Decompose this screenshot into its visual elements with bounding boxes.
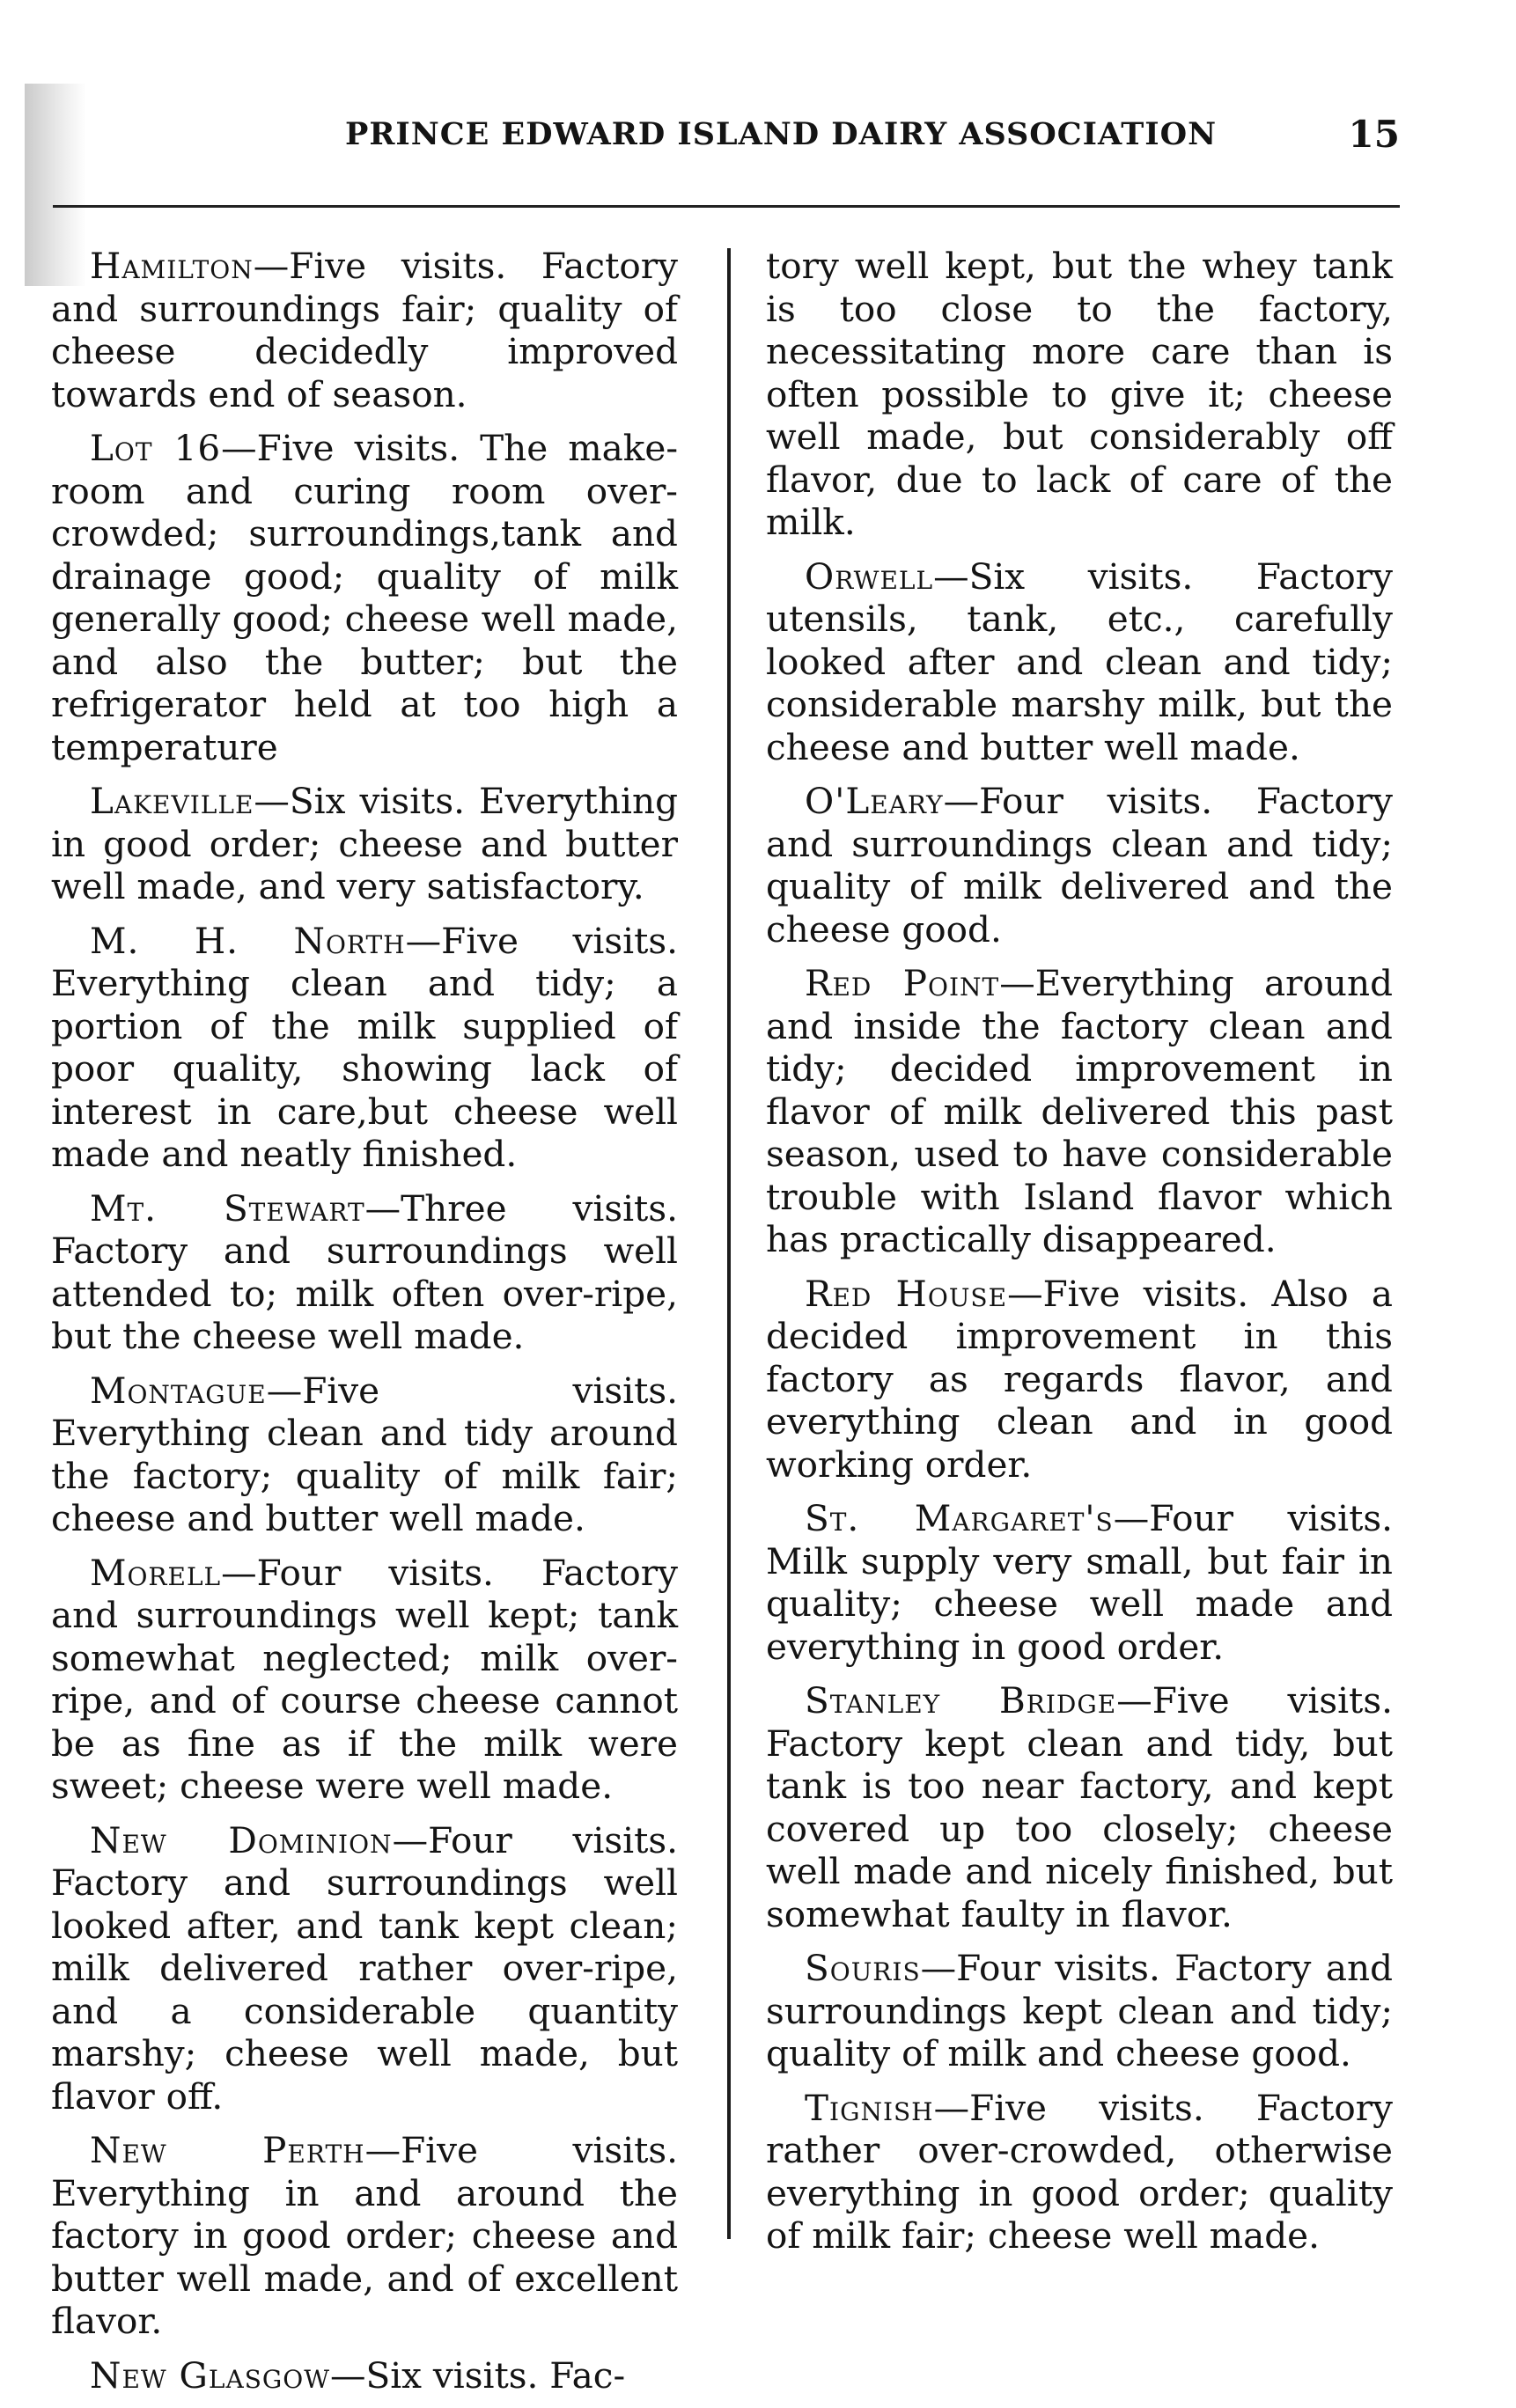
factory-name: Lakeville [90, 780, 254, 822]
factory-report [51, 780, 678, 908]
factory-name: Orwell [805, 554, 934, 598]
factory-name: Hamilton [90, 245, 254, 287]
factory-report [51, 920, 678, 1176]
report-text: —Everything around and inside the factory clean and tidy; decided improvement in flavor of milk delivered this past season, used to have considerable trouble with Island flavor which has practically disappeared. [766, 962, 1393, 1260]
report-text: —Six visits. Everything in good order; cheese and butter well made, and very satisfactory. [51, 780, 678, 907]
report-text: —Four visits. Milk supply very small, but fair in quality; cheese well made and everything in good order. [766, 1497, 1394, 1668]
factory-name: M. H. North [90, 919, 406, 962]
factory-name: O'Leary [805, 780, 944, 822]
factory-name: Morell [90, 1551, 222, 1594]
report-text: —Five visits. Factory kept clean and tidy, but tank is too near factory, and kept covered up too closely; cheese well made and nicely finished, but somewhat faulty in flavor. [766, 1679, 1393, 1935]
factory-report [766, 1273, 1393, 1487]
report-text: —Five visits. Also a decided improvement in this factory as regards flavor, and everything clean and in good working order. [766, 1272, 1394, 1486]
report-text: —Four visits. Factory and surroundings clean and tidy; quality of milk delivered and the cheese good. [766, 780, 1393, 951]
factory-name: Lot 16 [90, 427, 222, 469]
factory-report [766, 962, 1393, 1261]
factory-name: Red Point [805, 962, 1000, 1004]
report-text: —Four visits. Factory and surroundings kept clean and tidy; quality of milk and cheese good. [766, 1947, 1393, 2074]
factory-report [51, 1187, 678, 1358]
report-text: —Six visits. Factory utensils, tank, etc., carefully looked after and clean and tidy; considerable marshy milk, but the cheese and butter well made. [766, 554, 1393, 768]
report-text: —Five visits. The make-room and curing room over-crowded; surroundings,tank and drainage good; quality of milk generally good; cheese well made, and also the butter; but the refrigerator held at too high a temperature [51, 427, 678, 768]
factory-report-continued [766, 245, 1393, 544]
report-text: —Five visits. Factory and surroundings fair; quality of cheese decidedly improved towards end of season. [51, 245, 678, 415]
factory-name: Red House [805, 1272, 1008, 1315]
factory-name: St. Margaret's [805, 1497, 1114, 1539]
report-text: tory well kept, but the whey tank is too close to the factory, necessitating more care than is often possible to give it; cheese well made, but considerably off flavor, due to lack of care of the milk. [766, 245, 1393, 543]
factory-report [51, 1819, 678, 2118]
factory-name: Montague [90, 1369, 267, 1412]
report-text: —Three visits. Factory and surroundings well attended to; milk often over-ripe, but the cheese well made. [51, 1186, 678, 1357]
factory-report [766, 555, 1393, 769]
report-text: —Five visits. Factory rather over-crowded, otherwise everything in good order; quality of milk fair; cheese well made. [766, 2086, 1393, 2257]
header-rule [53, 205, 1400, 208]
factory-report [51, 2129, 678, 2343]
factory-report [766, 1947, 1393, 2075]
report-text: —Five visits. Everything in and around the factory in good order; cheese and butter well made, and of excellent flavor. [51, 2129, 678, 2342]
factory-name: New Perth [90, 2129, 365, 2171]
page-header [53, 107, 1400, 160]
page-number: 15 [1348, 113, 1400, 156]
factory-report [51, 427, 678, 768]
report-text: —Five visits. Everything clean and tidy; a portion of the milk supplied of poor quality, showing lack of interest in care,but cheese well made and neatly finished. [51, 919, 679, 1175]
report-text: —Five visits. Everything clean and tidy around the factory; quality of milk fair; cheese and butter well made. [51, 1369, 678, 1539]
column-divider [727, 248, 731, 2239]
report-text: —Four visits. Factory and surroundings well kept; tank somewhat neglected; milk over-ripe, and of course cheese cannot be as fine as if the milk were sweet; cheese were well made. [51, 1551, 678, 1807]
factory-name: Souris [805, 1947, 921, 1989]
factory-report [51, 245, 678, 415]
running-title: PRINCE EDWARD ISLAND DAIRY ASSOCIATION [345, 116, 1218, 152]
factory-name: Tignish [805, 2086, 934, 2129]
factory-name: Stanley Bridge [805, 1679, 1117, 1722]
factory-name: New Dominion [90, 1818, 393, 1861]
report-text: —Four visits. Factory and surroundings well looked after, and tank kept clean; milk delivered rather over-ripe, and a considerable quantity marshy; cheese well made, but flavor off. [51, 1818, 679, 2118]
factory-name: Mt. Stewart [90, 1186, 365, 1230]
left-column [51, 245, 678, 2408]
right-column [766, 245, 1393, 2269]
factory-report [766, 1679, 1393, 1935]
factory-report [766, 780, 1393, 951]
factory-report [51, 1369, 678, 1540]
factory-report [766, 2087, 1393, 2258]
factory-report [51, 1552, 678, 1808]
report-text: —Six visits. Fac- [329, 2353, 626, 2397]
factory-report [51, 2354, 678, 2397]
factory-name: New Glasgow [90, 2353, 330, 2397]
factory-report [766, 1497, 1393, 1668]
